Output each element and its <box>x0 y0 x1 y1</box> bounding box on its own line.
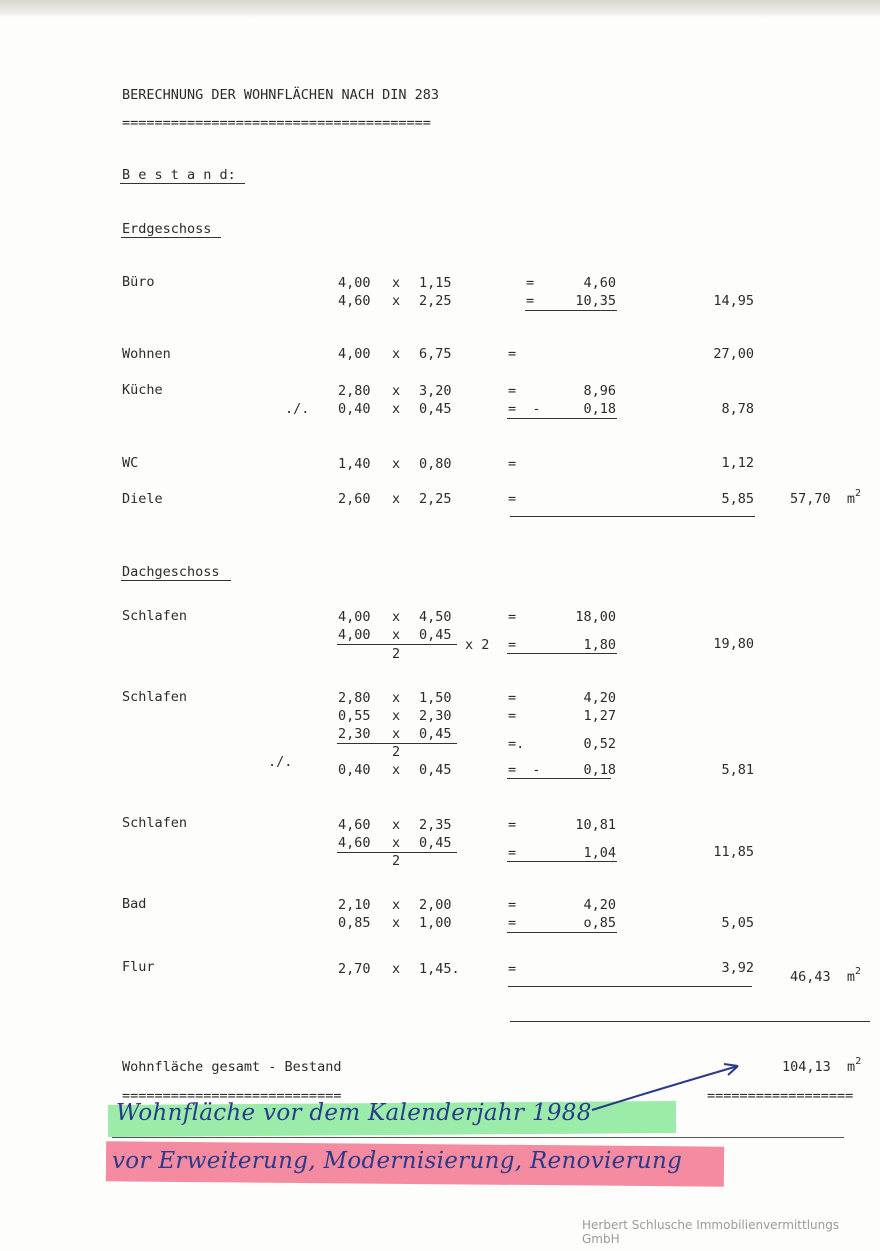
dim-a: 0,40 <box>338 762 371 778</box>
grand-total-value: 104,13 $m^2$ <box>782 1056 862 1075</box>
deduction-mark: ./. <box>285 401 310 417</box>
footer-company: Herbert Schlusche Immobilienvermittlungs GmbH <box>582 1218 840 1246</box>
dim-a: 4,00 <box>338 346 371 362</box>
equals: = <box>526 293 535 309</box>
floor-heading-erdgeschoss: Erdgeschoss <box>122 221 212 237</box>
line-result: 4,20 <box>583 690 616 706</box>
dim-op: x <box>392 456 401 472</box>
line-result: 0,52 <box>583 736 616 752</box>
equals: = <box>508 845 517 861</box>
dim-a: 0,85 <box>338 915 371 931</box>
room-total: 27,00 <box>713 346 754 362</box>
room-name: Schlafen <box>122 689 188 705</box>
room-total: 3,92 <box>721 960 754 976</box>
line-result: 4,20 <box>583 897 616 913</box>
equals: = <box>508 383 517 399</box>
dim-op: x <box>392 817 401 833</box>
grand-total-rule-right: ================== <box>707 1088 854 1104</box>
dim-op: x <box>392 293 401 309</box>
dim-b: 2,35 <box>419 817 452 833</box>
room-name: Küche <box>122 382 163 398</box>
line-result: 10,81 <box>575 817 616 833</box>
handwritten-note-1: Wohnfläche vor dem Kalenderjahr 1988 <box>116 1100 592 1126</box>
dim-b: 3,20 <box>419 383 452 399</box>
dim-a: 2,10 <box>338 897 371 913</box>
dim-a: 4,60 <box>338 293 371 309</box>
room-total: 5,85 <box>721 491 754 507</box>
dim-op: x <box>392 275 401 291</box>
equals: = <box>508 817 517 833</box>
line-result: 1,80 <box>583 637 616 653</box>
room-total: 8,78 <box>721 401 754 417</box>
line-result: 1,04 <box>583 845 616 861</box>
equals: = <box>508 609 517 625</box>
dim-a: 1,40 <box>338 456 371 472</box>
equals: = - <box>508 401 541 417</box>
dim-op: x <box>392 346 401 362</box>
line-result: 8,96 <box>583 383 616 399</box>
line-result: 0,18 <box>583 401 616 417</box>
dim-a: 2,60 <box>338 491 371 507</box>
room-total: 11,85 <box>713 844 754 860</box>
dim-b: 0,80 <box>419 456 452 472</box>
dim-a: 4,00 <box>338 627 371 643</box>
dim-op: x <box>392 609 401 625</box>
room-name: Schlafen <box>122 815 188 831</box>
title-rule: ====================================== <box>122 115 431 131</box>
room-total: 19,80 <box>713 636 754 652</box>
equals: = <box>508 897 517 913</box>
dim-b: 0,45 <box>419 627 452 643</box>
dim-b: 2,25 <box>419 491 452 507</box>
dim-a: 0,55 <box>338 708 371 724</box>
dim-b: 1,50 <box>419 690 452 706</box>
room-total: 14,95 <box>713 293 754 309</box>
dim-b: 0,45 <box>419 835 452 851</box>
floor-heading-dachgeschoss: Dachgeschoss <box>122 564 220 580</box>
equals: = - <box>508 762 541 778</box>
handwritten-note-2: vor Erweiterung, Modernisierung, Renovierung <box>112 1148 683 1174</box>
dim-a: 4,00 <box>338 609 371 625</box>
equals: = <box>508 456 517 472</box>
line-result: 18,00 <box>575 609 616 625</box>
room-name: Wohnen <box>122 346 171 362</box>
dim-b: 4,50 <box>419 609 452 625</box>
dim-a: 2,80 <box>338 690 371 706</box>
equals: = <box>508 708 517 724</box>
equals: = <box>508 915 517 931</box>
deduction-mark: ./. <box>268 754 293 770</box>
divisor: 2 <box>392 744 401 760</box>
room-name: Bad <box>122 896 147 912</box>
equals: =. <box>508 736 525 752</box>
equals: = <box>508 637 517 653</box>
dim-op: x <box>392 401 401 417</box>
room-name: Flur <box>122 959 155 975</box>
dim-b: 0,45 <box>419 401 452 417</box>
room-name: WC <box>122 455 139 471</box>
equals: = <box>526 275 535 291</box>
line-result: 10,35 <box>575 293 616 309</box>
dim-a: 2,30 <box>338 726 371 742</box>
line-result: 1,27 <box>583 708 616 724</box>
line-result: 4,60 <box>583 275 616 291</box>
floor-total-dachgeschoss: 46,43 $m^2$ <box>790 966 862 985</box>
dim-b: 6,75 <box>419 346 452 362</box>
dim-b: 2,00 <box>419 897 452 913</box>
dim-b: 0,45 <box>419 726 452 742</box>
room-total: 5,05 <box>721 915 754 931</box>
floor-total-erdgeschoss: 57,70 $m^2$ <box>790 488 862 507</box>
dim-a: 0,40 <box>338 401 371 417</box>
dim-op: x <box>392 690 401 706</box>
dim-b: 2,25 <box>419 293 452 309</box>
dim-op: x <box>392 835 401 851</box>
divisor: 2 <box>392 646 401 662</box>
dim-b: 2,30 <box>419 708 452 724</box>
line-result: 0,18 <box>583 762 616 778</box>
room-total: 1,12 <box>721 455 754 471</box>
multiplier: x 2 <box>465 637 490 653</box>
dim-a: 4,60 <box>338 817 371 833</box>
dim-op: x <box>392 383 401 399</box>
dim-op: x <box>392 961 401 977</box>
room-name: Diele <box>122 491 163 507</box>
room-total: 5,81 <box>721 762 754 778</box>
document-title: BERECHNUNG DER WOHNFLÄCHEN NACH DIN 283 <box>122 87 439 103</box>
dim-a: 2,80 <box>338 383 371 399</box>
divisor: 2 <box>392 853 401 869</box>
dim-op: x <box>392 915 401 931</box>
equals: = <box>508 346 517 362</box>
dim-b: 1,15 <box>419 275 452 291</box>
section-heading: B e s t a n d: <box>122 167 236 183</box>
equals: = <box>508 961 517 977</box>
dim-op: x <box>392 491 401 507</box>
dim-b: 1,45. <box>419 961 460 977</box>
dim-op: x <box>392 627 401 643</box>
room-name: Schlafen <box>122 608 188 624</box>
dim-a: 4,60 <box>338 835 371 851</box>
dim-b: 0,45 <box>419 762 452 778</box>
equals: = <box>508 690 517 706</box>
dim-b: 1,00 <box>419 915 452 931</box>
dim-a: 4,00 <box>338 275 371 291</box>
dim-op: x <box>392 762 401 778</box>
dim-op: x <box>392 708 401 724</box>
equals: = <box>508 491 517 507</box>
dim-a: 2,70 <box>338 961 371 977</box>
grand-total-label: Wohnfläche gesamt - Bestand <box>122 1059 342 1075</box>
grand-total-rule-left: =========================== <box>122 1088 342 1104</box>
room-name: Büro <box>122 274 155 290</box>
dim-op: x <box>392 726 401 742</box>
line-result: o,85 <box>583 915 616 931</box>
dim-op: x <box>392 897 401 913</box>
